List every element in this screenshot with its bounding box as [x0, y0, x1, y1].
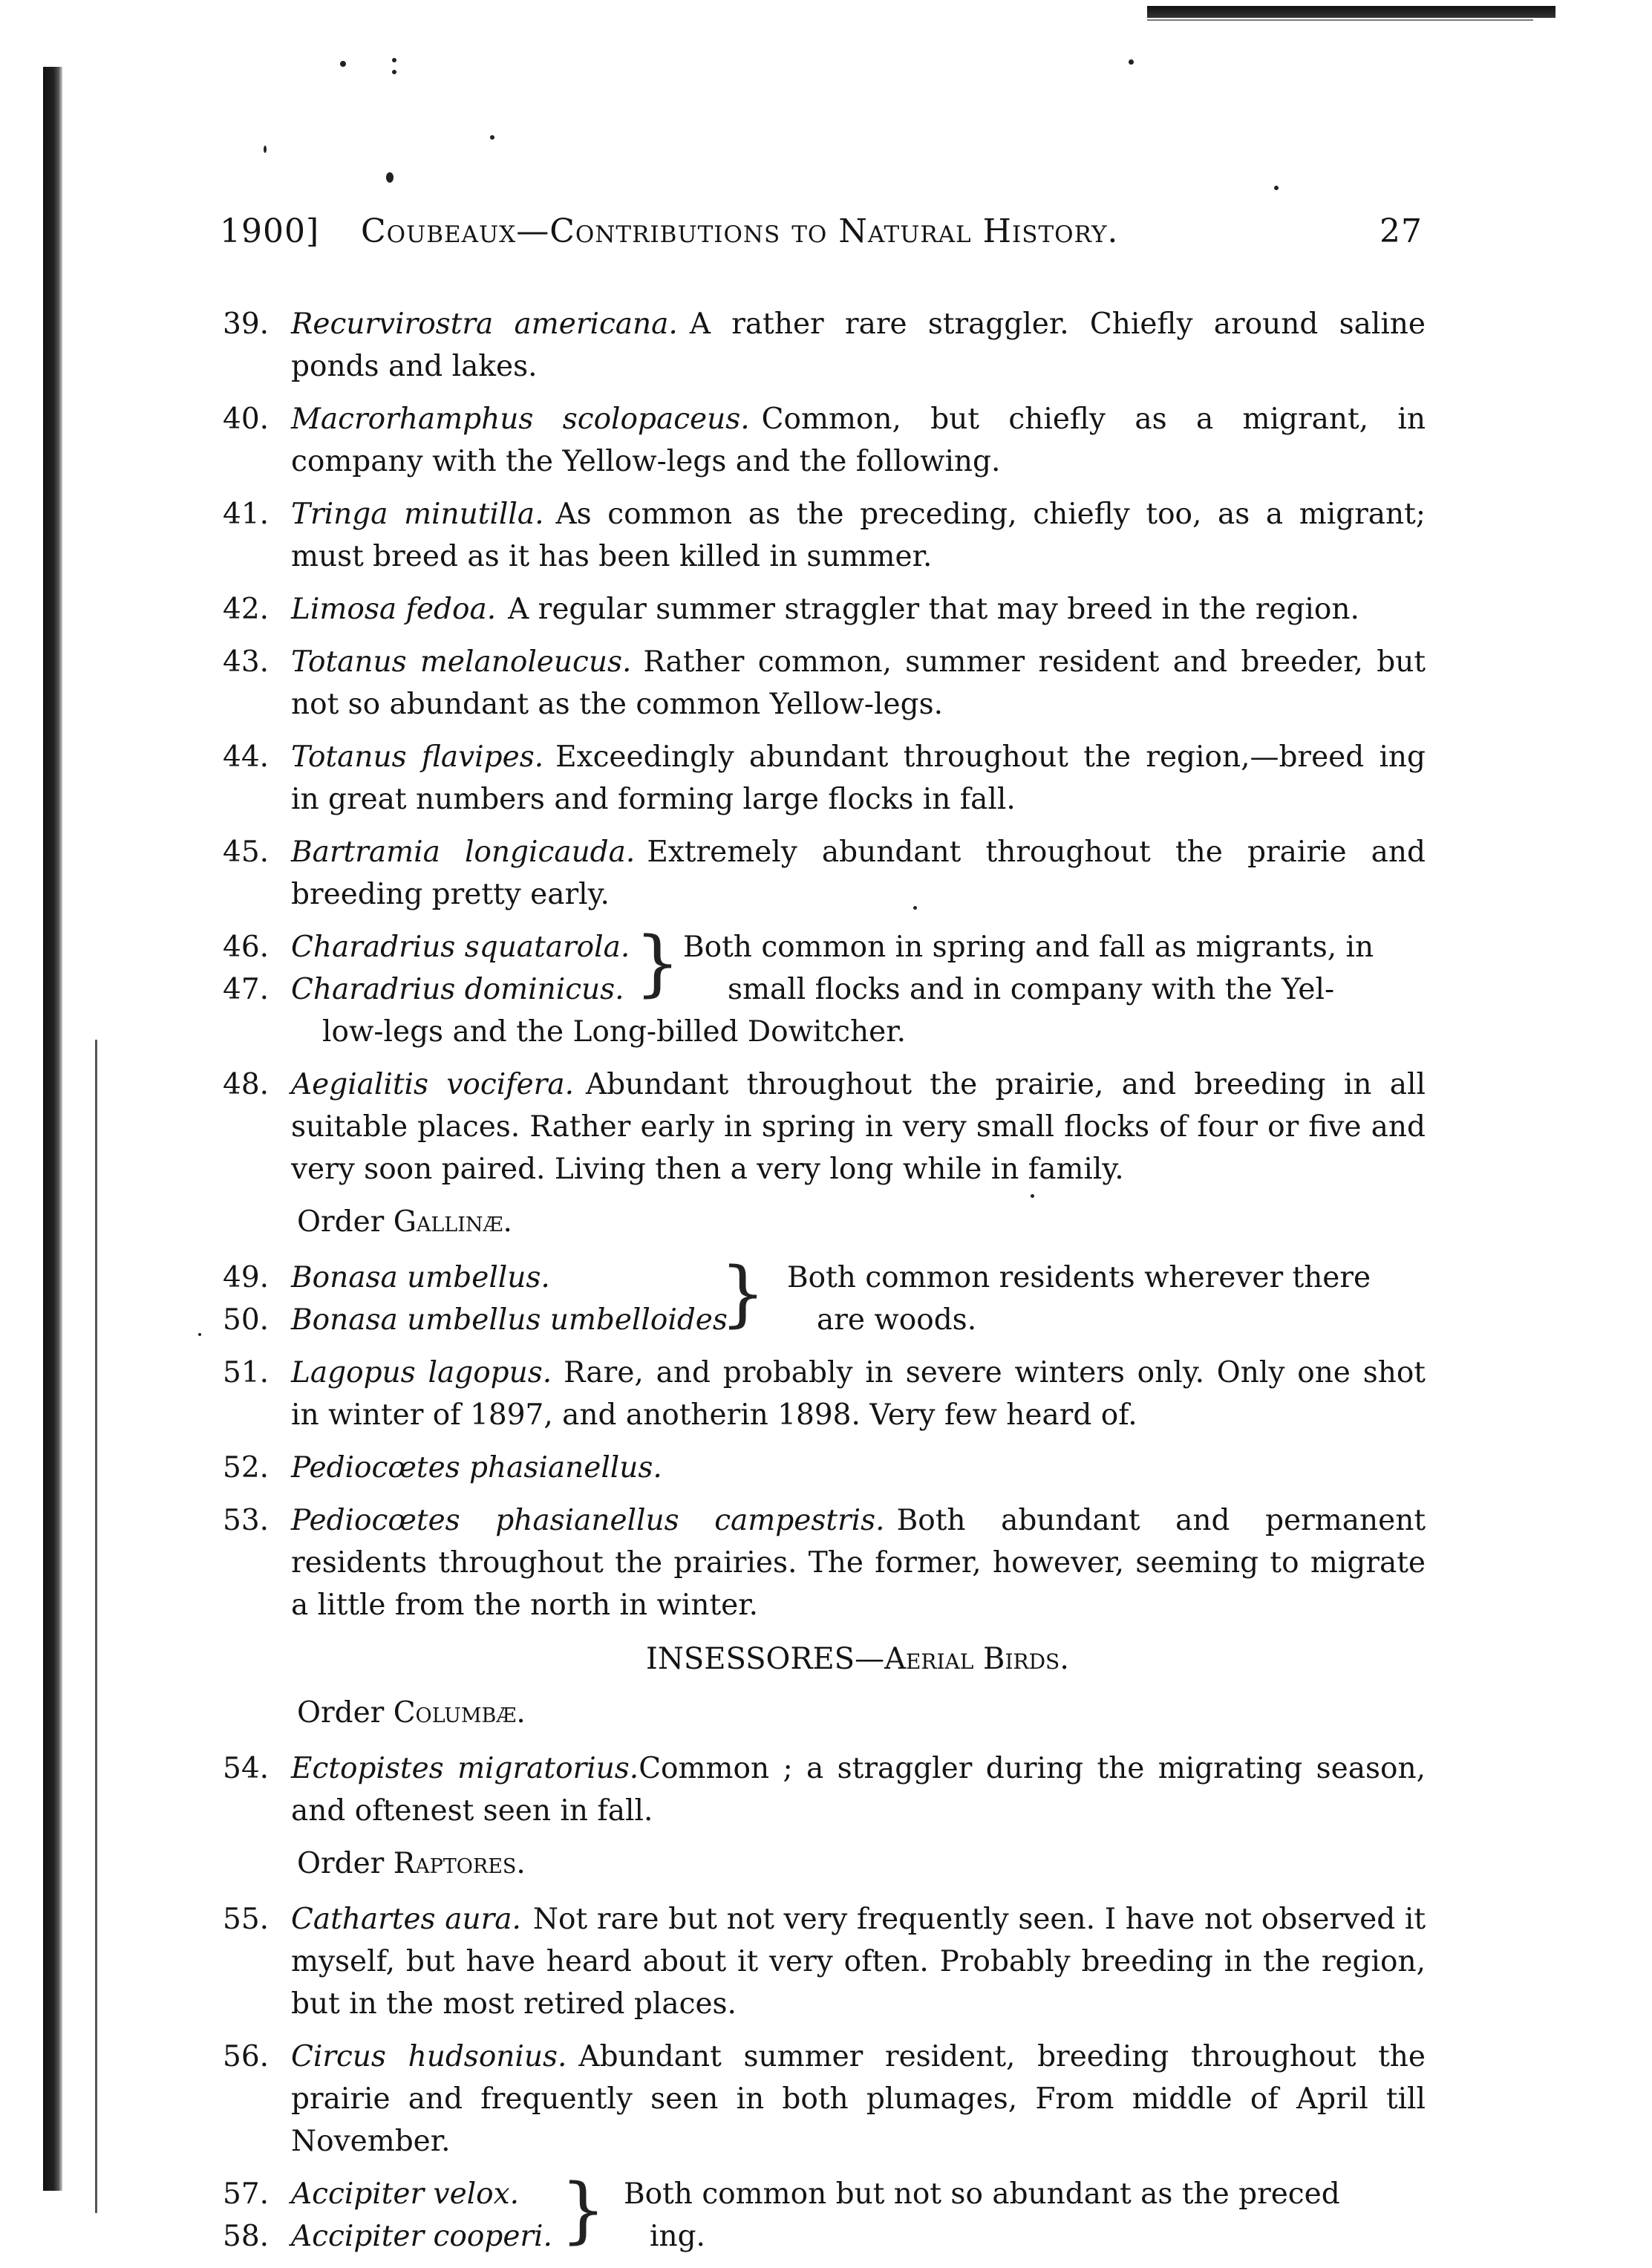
- species-entry: [223, 641, 1426, 726]
- shared-note-continuation: low-legs and the Long-billed Dowitcher.: [322, 1015, 906, 1049]
- order-name: Columbæ.: [393, 1696, 526, 1730]
- entry-text: Extremely abundant throughout the prairie and breeding pretty early.: [291, 835, 1426, 911]
- section-heading-insessores: [223, 1637, 1426, 1681]
- shared-note-line: Both common residents wherever there: [787, 1261, 1371, 1294]
- species-name: Pediocœtes phasianellus.: [291, 1451, 662, 1485]
- section-heading-sub: Aerial Birds.: [884, 1642, 1069, 1676]
- scan-edge-shadow: [43, 67, 62, 2191]
- entry-number: 48.: [223, 1068, 270, 1101]
- scan-speck: [264, 146, 267, 153]
- grouping-brace: }: [720, 1252, 766, 1335]
- species-entry: [223, 303, 1426, 388]
- running-head: [220, 212, 1423, 264]
- species-name: Bartramia longicauda.: [291, 835, 636, 869]
- section-heading-main: INSESSORES—: [646, 1642, 885, 1676]
- species-entry: [223, 831, 1426, 916]
- entry-number: 58.: [223, 2220, 270, 2253]
- page-number: 27: [1380, 212, 1423, 250]
- species-name: Charadrius dominicus.: [291, 973, 624, 1006]
- entry-number: 52.: [223, 1451, 270, 1485]
- order-heading-raptores: [297, 1842, 1426, 1885]
- entry-number: 44.: [223, 740, 270, 774]
- scan-top-rule-thin: [1147, 19, 1533, 21]
- species-entry: [223, 1898, 1426, 2025]
- entry-text: Rather common, summer resident and breeder, but not so abundant as the common Yellow-legs.: [291, 645, 1426, 721]
- scan-speck: [392, 70, 396, 74]
- entry-number: 50.: [223, 1303, 270, 1337]
- species-name: Pediocœtes phasianellus campestris.: [291, 1504, 885, 1537]
- species-entry: [223, 588, 1426, 630]
- entry-text: Exceedingly abundant throughout the region,—breed ing in great numbers and forming large flocks in fall.: [291, 740, 1426, 816]
- entry-number: 51.: [223, 1356, 270, 1389]
- species-entry: [223, 1447, 1426, 1489]
- species-name: Circus hudsonius.: [291, 2040, 567, 2073]
- species-entry: [223, 1063, 1426, 1190]
- entry-number: 41.: [223, 498, 270, 531]
- order-name: Raptores.: [393, 1847, 526, 1880]
- species-name: Lagopus lagopus.: [291, 1356, 552, 1389]
- entry-number: 56.: [223, 2040, 270, 2073]
- grouping-brace: }: [635, 922, 681, 1005]
- entry-number: 49.: [223, 1261, 270, 1294]
- order-heading-columbae: [297, 1692, 1426, 1734]
- species-list: [223, 303, 1426, 2268]
- species-name: Accipiter cooperi.: [291, 2220, 552, 2253]
- entry-text: Rare, and probably in severe winters only. Only one shot in winter of 1897, and anotherin 1898. Very few heard of.: [291, 1356, 1426, 1432]
- order-prefix: Order: [297, 1696, 385, 1730]
- shared-note-line: Both common but not so abundant as the preced: [624, 2177, 1340, 2211]
- entry-number: 57.: [223, 2177, 270, 2211]
- species-name: Ectopistes migratorius.: [291, 1752, 639, 1785]
- species-entry: [223, 736, 1426, 821]
- entry-number: 40.: [223, 403, 270, 436]
- entry-number: 43.: [223, 645, 270, 679]
- species-pair-57-58: [223, 2168, 1426, 2258]
- species-entry: [223, 398, 1426, 483]
- scan-speck: [392, 58, 396, 62]
- species-name: Cathartes aura.: [291, 1903, 521, 1936]
- running-head-year: 1900]: [220, 212, 320, 250]
- entry-text: Both abundant and permanent residents throughout the prairies. The former, however, seeming to migrate a little from the north in winter.: [291, 1504, 1426, 1622]
- entry-number: 55.: [223, 1903, 270, 1936]
- order-prefix: Order: [297, 1205, 385, 1239]
- species-name: Limosa fedoa.: [291, 593, 497, 626]
- species-entry: [223, 1747, 1426, 1832]
- entry-number: 42.: [223, 593, 270, 626]
- species-entry: [223, 2036, 1426, 2163]
- species-name: Recurvirostra americana.: [291, 307, 678, 341]
- entry-number: 39.: [223, 307, 270, 341]
- species-name: Totanus flavipes.: [291, 740, 544, 774]
- species-name: Totanus melanoleucus.: [291, 645, 632, 679]
- entry-text: A regular summer straggler that may breed in the region.: [508, 593, 1359, 626]
- species-name: Bonasa umbellus.: [291, 1261, 550, 1294]
- entry-text: Abundant throughout the prairie, and breeding in all suitable places. Rather early in spring in very small flocks of four or five and very soon paired. Living then a very long while in family.: [291, 1068, 1426, 1186]
- species-pair-49-50: [223, 1252, 1426, 1341]
- entry-text: Common ; a straggler during the migrating season, and oftenest seen in fall.: [291, 1752, 1426, 1828]
- scan-speck: [1129, 59, 1134, 65]
- shared-note-line: Both common in spring and fall as migrants, in: [683, 931, 1374, 964]
- entry-number: 45.: [223, 835, 270, 869]
- entry-number: 46.: [223, 931, 270, 964]
- grouping-brace: }: [561, 2168, 607, 2252]
- species-entry: [223, 1499, 1426, 1626]
- shared-note-line: small flocks and in company with the Yel-: [728, 973, 1335, 1006]
- species-name: Bonasa umbellus umbelloides.: [291, 1303, 737, 1337]
- scan-edge-line: [95, 1040, 97, 2213]
- scan-speck: [1274, 186, 1279, 190]
- scan-speck: [490, 135, 494, 140]
- entry-number: 47.: [223, 973, 270, 1006]
- scan-speck: [340, 61, 346, 67]
- species-entry: [223, 1352, 1426, 1436]
- running-head-title: Coubeaux—Contributions to Natural History.: [361, 212, 1119, 250]
- entry-text: Common, but chiefly as a migrant, in company with the Yellow-legs and the following.: [291, 403, 1426, 478]
- species-name: Aegialitis vocifera.: [291, 1068, 574, 1101]
- species-name: Macrorhamphus scolopaceus.: [291, 403, 750, 436]
- entry-text: Abundant summer resident, breeding throughout the prairie and frequently seen in both plumages, From middle of April till November.: [291, 2040, 1426, 2158]
- scan-speck: [386, 172, 394, 183]
- entry-number: 53.: [223, 1504, 270, 1537]
- order-name: Gallinæ.: [393, 1205, 512, 1239]
- shared-note-line: are woods.: [817, 1303, 977, 1337]
- entry-text: Not rare but not very frequently seen. I have not observed it myself, but have heard about it very often. Probably breeding in the region, but in the most retired places.: [291, 1903, 1426, 2021]
- species-name: Charadrius squatarola.: [291, 931, 630, 964]
- order-heading-gallinae: [297, 1201, 1426, 1243]
- shared-note-line: ing.: [650, 2220, 705, 2253]
- scan-speck: [198, 1333, 201, 1336]
- species-pair-46-47: [223, 922, 1426, 1053]
- entry-text: A rather rare straggler. Chiefly around saline ponds and lakes.: [291, 307, 1426, 383]
- species-entry: [223, 493, 1426, 578]
- species-name: Accipiter velox.: [291, 2177, 520, 2211]
- species-name: Tringa minutilla.: [291, 498, 544, 531]
- scan-top-rule: [1147, 6, 1555, 18]
- entry-text: As common as the preceding, chiefly too, as a migrant; must breed as it has been killed in summer.: [291, 498, 1426, 573]
- order-prefix: Order: [297, 1847, 385, 1880]
- entry-number: 54.: [223, 1752, 270, 1785]
